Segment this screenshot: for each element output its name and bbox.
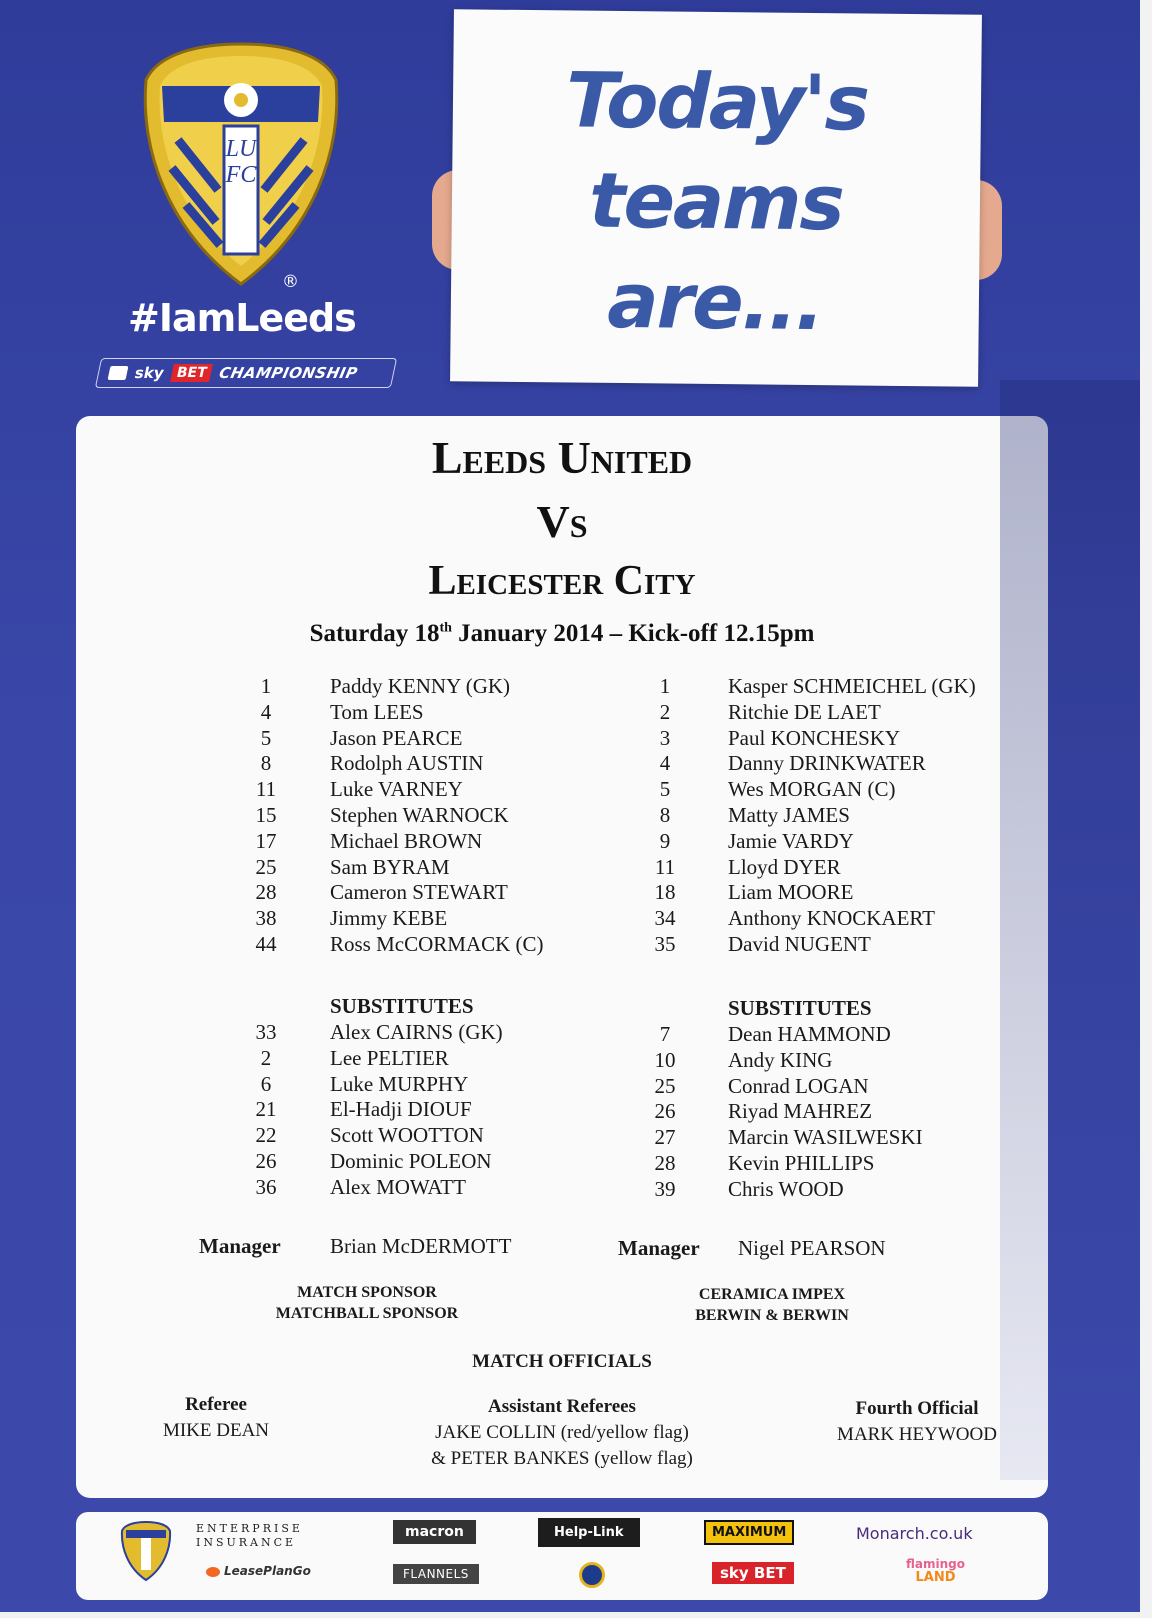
sky-bet-championship-logo (95, 358, 397, 388)
home-manager-label: Manager (199, 1234, 281, 1258)
sponsor-values (672, 1284, 872, 1326)
match-sponsor-label: MATCH SPONSOR (297, 1284, 437, 1301)
away-sub-row (76, 1125, 1048, 1151)
away-starter-row (76, 932, 1048, 958)
away-sub-row (76, 1174, 1048, 1203)
player-name: Michael BROWN (330, 828, 483, 853)
lufc-small-crest-icon (120, 1520, 172, 1582)
away-starter-row (76, 829, 1048, 855)
matchball-sponsor-value: BERWIN & BERWIN (695, 1307, 849, 1324)
away-starter-row (76, 906, 1048, 932)
fourth-official-block (822, 1396, 1012, 1448)
sponsor-labels (262, 1282, 472, 1324)
away-subs-list (76, 1022, 1048, 1212)
player-name: Liam MOORE (728, 880, 854, 905)
player-name: Rodolph AUSTIN (330, 751, 484, 776)
away-sub-row (76, 1022, 1048, 1048)
crest-letters: LUFC (225, 136, 257, 188)
squad-number: 33 (255, 1020, 277, 1044)
player-name: Luke MURPHY (330, 1071, 469, 1096)
squad-number: 9 (659, 828, 671, 853)
match-officials-heading: MATCH OFFICIALS (472, 1351, 652, 1372)
squad-number: 2 (659, 699, 671, 724)
squad-number: 1 (659, 674, 671, 698)
squad-number: 36 (255, 1174, 277, 1199)
player-name: Marcin WASILWESKI (728, 1125, 923, 1150)
player-name: Lloyd DYER (728, 854, 841, 879)
player-name: Matty JAMES (728, 803, 850, 827)
squad-number: 28 (255, 880, 277, 905)
sky-text: sky (133, 364, 166, 382)
squad-number: 1 (260, 674, 272, 698)
player-name: Jamie VARDY (728, 828, 854, 853)
away-starter-row (76, 751, 1048, 777)
away-manager-name: Nigel PEARSON (738, 1236, 886, 1260)
flamingo-land-logo: flamingo LAND (906, 1557, 965, 1585)
squad-number: 28 (654, 1151, 676, 1175)
squad-number: 26 (255, 1149, 277, 1173)
player-name: Ritchie DE LAET (728, 699, 881, 724)
macron-logo: macron (393, 1520, 476, 1544)
squad-number: 5 (659, 777, 671, 802)
player-name: Stephen WARNOCK (330, 803, 509, 827)
player-name: Paddy KENNY (GK) (330, 674, 511, 698)
player-name: Tom LEES (330, 699, 424, 724)
squad-number: 10 (654, 1047, 676, 1072)
squad-number: 18 (654, 880, 676, 905)
squad-number: 38 (255, 906, 277, 931)
squad-number: 26 (654, 1099, 676, 1124)
away-subs-heading: SUBSTITUTES (728, 996, 872, 1020)
squad-number: 17 (255, 828, 277, 853)
matchball-sponsor-label: MATCHBALL SPONSOR (275, 1305, 459, 1322)
squad-number: 22 (255, 1123, 277, 1148)
sign-text (450, 49, 981, 355)
match-date-kickoff: Saturday 18th January 2014 – Kick-off 12.15pm (309, 620, 815, 647)
squad-number: 21 (255, 1097, 277, 1122)
assistant-referee-1: JAKE COLLIN (red/yellow flag) (435, 1422, 689, 1443)
fosters-badge-icon (579, 1562, 605, 1588)
player-name: Scott WOOTTON (330, 1123, 484, 1148)
help-link-logo: Help-Link (538, 1518, 640, 1547)
player-name: El-Hadji DIOUF (330, 1097, 472, 1122)
squad-number: 8 (260, 751, 272, 776)
away-starter-row (76, 777, 1048, 803)
assistant-referee-2: & PETER BANKES (yellow flag) (431, 1448, 693, 1469)
squad-number: 11 (255, 777, 277, 802)
player-name: Ross McCORMACK (C) (330, 932, 544, 956)
squad-number: 15 (255, 803, 277, 827)
away-starters-list (76, 674, 1048, 964)
league-flag-icon (108, 366, 129, 380)
away-team-title: Leicester City (428, 558, 696, 604)
player-name: Dean HAMMOND (728, 1022, 891, 1046)
match-sponsor-value: CERAMICA IMPEX (698, 1286, 846, 1303)
player-name: Kasper SCHMEICHEL (GK) (728, 674, 976, 698)
sign-line-3: are... (606, 255, 823, 348)
todays-teams-sign (450, 9, 982, 387)
player-name: Jason PEARCE (330, 725, 463, 750)
away-starter-row (76, 855, 1048, 881)
player-name: Luke VARNEY (330, 777, 463, 802)
away-sub-row (76, 1071, 1048, 1100)
enterprise-insurance-logo: ENTERPRISE INSURANCE (196, 1522, 303, 1549)
away-sub-row (76, 1045, 1048, 1074)
squad-number: 4 (659, 751, 671, 776)
player-name: Danny DRINKWATER (728, 751, 926, 776)
sponsor-footer (76, 1512, 1048, 1600)
referee-block (136, 1392, 296, 1444)
bet-text: BET (170, 364, 214, 382)
squad-number: 44 (255, 932, 277, 956)
squad-number: 35 (654, 932, 676, 956)
registered-mark: ® (282, 272, 299, 292)
squad-number: 25 (255, 854, 277, 879)
squad-number: 39 (654, 1176, 676, 1201)
squad-number: 3 (659, 725, 671, 750)
sign-line-1: Today's (565, 55, 869, 148)
player-name: Cameron STEWART (330, 880, 508, 905)
player-name: Kevin PHILLIPS (728, 1151, 875, 1175)
squad-number: 6 (260, 1071, 272, 1096)
player-name: Jimmy KEBE (330, 906, 448, 931)
away-sub-row (76, 1151, 1048, 1177)
squad-number: 8 (659, 803, 671, 827)
squad-number: 4 (260, 699, 272, 724)
away-manager-label: Manager (618, 1236, 700, 1260)
referee-name: MIKE DEAN (162, 1420, 270, 1441)
sky-bet-logo: sky BET (712, 1562, 794, 1584)
player-name: Conrad LOGAN (728, 1073, 869, 1098)
away-starter-row (76, 726, 1048, 752)
leaseplan-logo: LeasePlanGo (206, 1564, 311, 1578)
player-name: Alex MOWATT (330, 1174, 466, 1199)
player-name: Paul KONCHESKY (728, 725, 901, 750)
player-name: Chris WOOD (728, 1176, 844, 1201)
fourth-official-label: Fourth Official (855, 1398, 979, 1419)
player-name: Sam BYRAM (330, 854, 450, 879)
squad-number: 34 (654, 906, 676, 931)
player-name: Dominic POLEON (330, 1149, 492, 1173)
player-name: Anthony KNOCKAERT (728, 906, 935, 931)
squad-number: 5 (260, 725, 272, 750)
away-starter-row (76, 803, 1048, 829)
squad-number: 25 (654, 1073, 676, 1098)
monarch-logo: Monarch.co.uk (856, 1524, 973, 1543)
referee-label: Referee (185, 1394, 247, 1415)
championship-text: CHAMPIONSHIP (217, 364, 360, 382)
home-manager-name: Brian McDERMOTT (330, 1234, 512, 1258)
away-starter-row (76, 700, 1048, 726)
vs-title: Vs (536, 496, 588, 547)
home-team-title: Leeds United (431, 432, 693, 483)
away-sub-row (76, 1099, 1048, 1125)
player-name: Riyad MAHREZ (728, 1099, 873, 1124)
squad-number: 11 (654, 854, 676, 879)
away-starter-row (76, 674, 1048, 700)
flannels-logo: FLANNELS (393, 1564, 479, 1584)
team-sheet-card (76, 416, 1048, 1498)
away-starter-row (76, 880, 1048, 906)
iamleeds-hashtag: #IamLeeds (128, 296, 356, 340)
assistant-referees-block (392, 1394, 732, 1472)
squad-number: 27 (654, 1125, 676, 1150)
squad-number: 2 (260, 1045, 272, 1070)
player-name: Wes MORGAN (C) (728, 777, 896, 802)
sign-line-2: teams (588, 155, 844, 248)
home-subs-heading: SUBSTITUTES (330, 994, 474, 1018)
assistant-referees-label: Assistant Referees (488, 1396, 636, 1417)
player-name: David NUGENT (728, 932, 871, 956)
maximum-security-logo: MAXIMUM (704, 1520, 794, 1545)
squad-number: 7 (659, 1022, 671, 1046)
player-name: Andy KING (728, 1047, 833, 1072)
fourth-official-name: MARK HEYWOOD (837, 1424, 997, 1445)
player-name: Lee PELTIER (330, 1045, 449, 1070)
player-name: Alex CAIRNS (GK) (330, 1020, 503, 1044)
